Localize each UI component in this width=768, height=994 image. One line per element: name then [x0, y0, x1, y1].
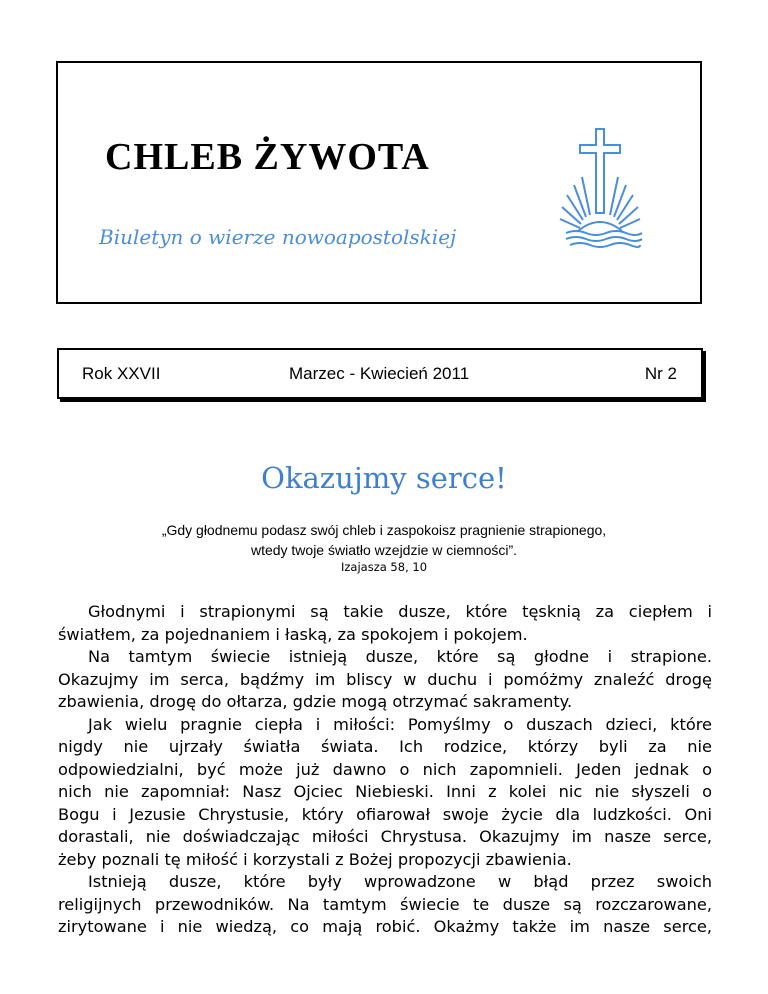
cross-rising-sun-icon	[556, 125, 652, 251]
body-line: Okazujmy im serca, bądźmy im bliscy w duchu i pomóżmy znaleźć drogę	[58, 669, 712, 689]
body-line: odpowiedzialni, być może już dawno o nich zapomnieli. Jeden jednak o	[58, 759, 712, 779]
quote-line: „Gdy głodnemu podasz swój chleb i zaspokoisz pragnienie strapionego,	[161, 522, 607, 538]
body-line: religijnych przewodników. Na tamtym świecie te dusze są rozczarowane,	[58, 894, 712, 914]
body-line: Głodnymi i strapionymi są takie dusze, które tęsknią za ciepłem i	[88, 602, 712, 621]
body-line: Na tamtym świecie istnieją dusze, które są głodne i strapione.	[88, 647, 712, 666]
article-body	[58, 601, 712, 939]
body-line: zirytowane i nie wiedzą, co mają robić. Okażmy także im nasze serce,	[58, 917, 712, 936]
publication-title: CHLEB ŻYWOTA	[105, 136, 430, 178]
body-line: dorastali, nie doświadczając miłości Chrystusa. Okazujmy im nasze serce,	[58, 827, 712, 846]
body-line: Bogu i Jezusie Chrystusie, który ofiarował swoje życie dla ludzkości. Oni	[58, 804, 712, 824]
body-line: światłem, za pojednaniem i łaską, za spokojem i pokojem.	[58, 624, 528, 644]
article-title: Okazujmy serce!	[261, 461, 507, 495]
body-line: nigdy nie ujrzały światła świata. Ich rodzice, którzy byli za nie	[58, 737, 712, 756]
body-line: Jak wielu pragnie ciepła i miłości: Pomyślmy o duszach dzieci, które	[88, 714, 712, 734]
masthead-box	[56, 61, 702, 304]
quote-line: wtedy twoje światło wzejdzie w ciemności”.	[250, 542, 518, 558]
body-line: Istnieją dusze, które były wprowadzone w błąd przez swoich	[88, 872, 712, 891]
issue-info-bar	[57, 348, 703, 399]
body-line: zbawienia, drogę do ołtarza, gdzie mogą otrzymać sakramenty.	[58, 692, 573, 711]
body-line: nich nie zapomniał: Nasz Ojciec Niebieski. Inni z kolei nic nie słyszeli o	[58, 782, 712, 801]
issue-date: Marzec - Kwiecień 2011	[289, 364, 470, 383]
epigraph-quote	[0, 520, 768, 560]
issue-number: Nr 2	[644, 364, 677, 383]
quote-source: Izajasza 58, 10	[340, 560, 428, 574]
publication-subtitle: Biuletyn o wierze nowoapostolskiej	[99, 225, 457, 249]
issue-year: Rok XXVII	[82, 364, 161, 383]
body-line: żeby poznali tę miłość i korzystali z Bożej propozycji zbawienia.	[58, 849, 572, 869]
